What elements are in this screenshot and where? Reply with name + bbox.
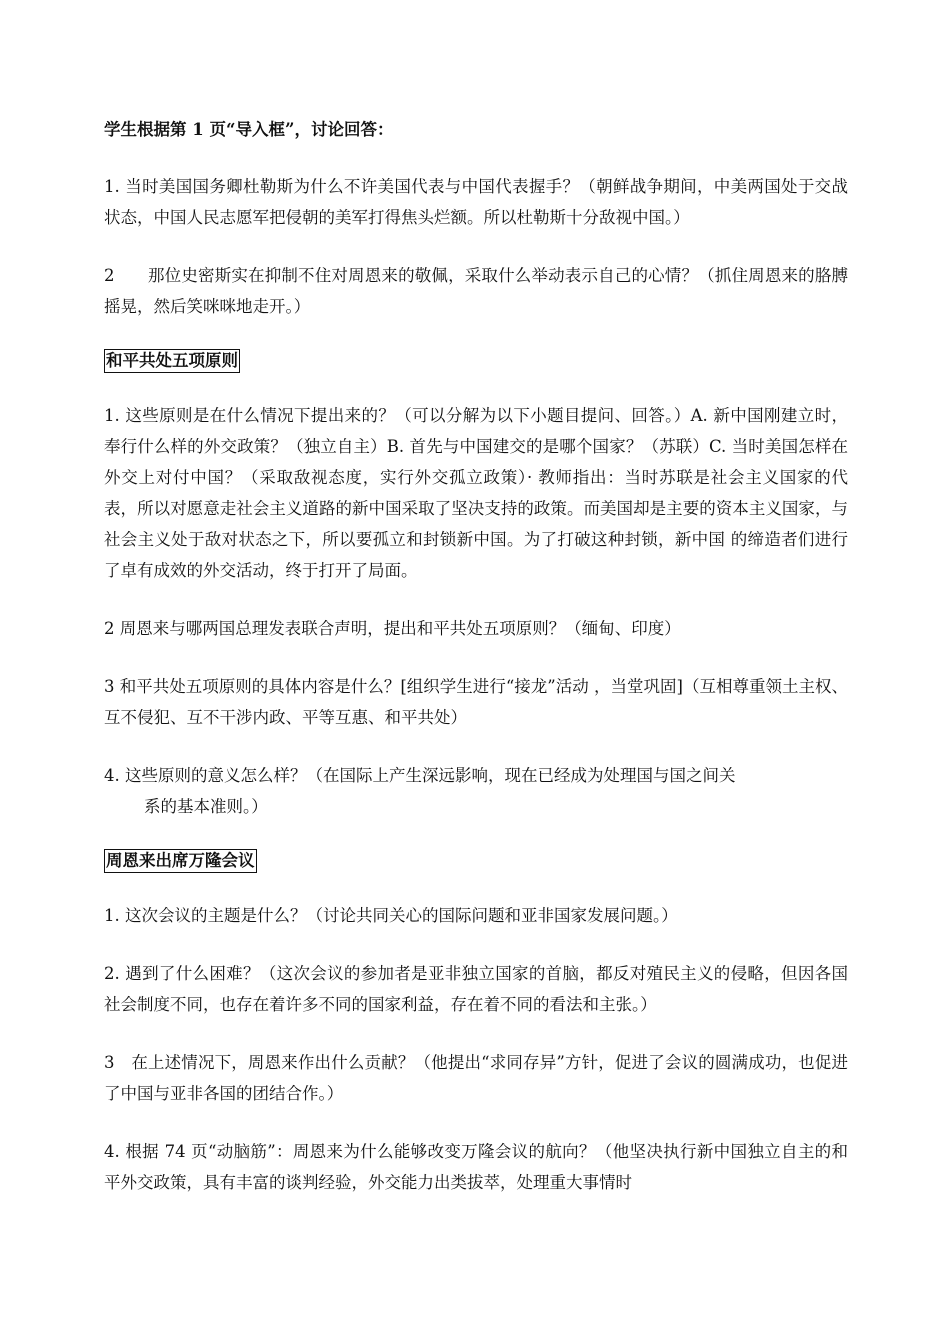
document-page: [104, 114, 848, 1198]
section-heading-five-principles: 和平共处五项原则: [104, 349, 240, 373]
bandung-q3: 3 在上述情况下，周恩来作出什么贡献？（他提出“求同存异”方针，促进了会议的圆满成功，也促进了中国与亚非各国的团结合作。）: [104, 1053, 848, 1103]
five-principles-q3: 3 和平共处五项原则的具体内容是什么？[组织学生进行“接龙”活动 ，当堂巩固]（互相尊重领土主权、互不侵犯、互不干涉内政、平等互惠、和平共处）: [104, 677, 848, 727]
five-principles-q4-line2: 系的基本准则。）: [144, 797, 268, 816]
section-heading-wrap: [104, 849, 848, 873]
section-heading-wrap: [104, 349, 848, 373]
bandung-q4: 4. 根据 74 页“动脑筋”：周恩来为什么能够改变万隆会议的航向？（他坚决执行新中国独立自主的和平外交政策，具有丰富的谈判经验，外交能力出类拔萃，处理重大事情时: [104, 1142, 848, 1192]
bandung-q2: 2. 遇到了什么困难？（这次会议的参加者是亚非独立国家的首脑，都反对殖民主义的侵略，但因各国社会制度不同，也存在着许多不同的国家利益，存在着不同的看法和主张。）: [104, 964, 848, 1014]
five-principles-q2: 2 周恩来与哪两国总理发表联合声明，提出和平共处五项原则？（缅甸、印度）: [104, 619, 681, 638]
question-1: 1. 当时美国国务卿杜勒斯为什么不许美国代表与中国代表握手？（朝鲜战争期间，中美两国处于交战状态，中国人民志愿军把侵朝的美军打得焦头烂额。所以杜勒斯十分敌视中国。）: [104, 177, 848, 227]
section-heading-bandung: 周恩来出席万隆会议: [104, 849, 257, 873]
intro-line: 学生根据第 1 页“导入框”，讨论回答：: [104, 120, 394, 139]
bandung-q1: 1. 这次会议的主题是什么？（讨论共同关心的国际问题和亚非国家发展问题。）: [104, 906, 678, 925]
five-principles-q4-line1: 4. 这些原则的意义怎么样？（在国际上产生深远影响，现在已经成为处理国与国之间关: [104, 766, 736, 785]
five-principles-q1: 1. 这些原则是在什么情况下提出来的？（可以分解为以下小题目提问、回答。）A. 新中国刚建立时，奉行什么样的外交政策？（独立自主）B. 首先与中国建交的是哪个国家？（苏联）C. 当时美国怎样在外交上对付中国？（采取敌视态度，实行外交孤立政策）· 教师指出：当时苏联是社会主义国家的代表，所以对愿意走社会主义道路的新中国采取了坚决支持的政策。而美国却是主要的资本主义国家，与社会主义处于敌对状态之下，所以要孤立和封锁新中国。为了打破这种封锁，新中国 的缔造者们进行了卓有成效的外交活动，终于打开了局面。: [104, 406, 848, 580]
question-2: 2 那位史密斯实在抑制不住对周恩来的敬佩，采取什么举动表示自己的心情？（抓住周恩来的胳膊摇晃，然后笑咪咪地走开。）: [104, 266, 848, 316]
five-principles-q4: [104, 760, 848, 822]
